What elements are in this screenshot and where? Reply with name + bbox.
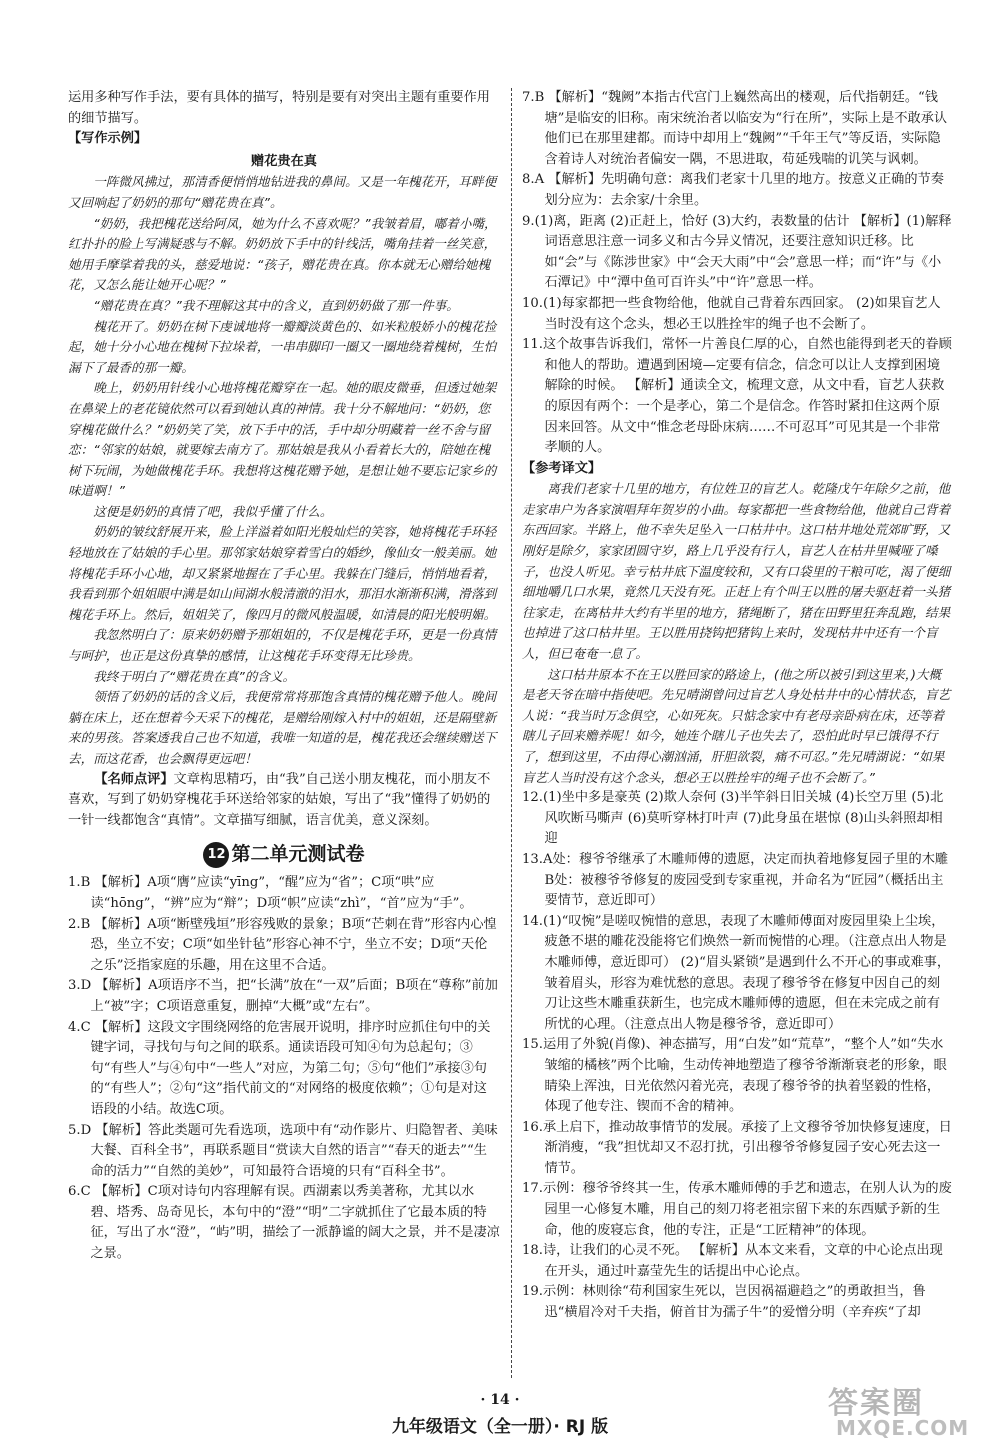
essay-paragraph: 领悟了奶奶的话的含义后，我便常常将那饱含真情的槐花赠予他人。晚间躺在床上，还在想着今天采下的槐花，是赠给刚嫁入村中的姐姐，还是隔壁新来的男孩。答案透我自己也不知道，我唯一知道的是，槐花我还会继续赠送下去，而这花香，也会飘得更远吧！ <box>68 689 497 766</box>
teacher-comment <box>68 770 500 832</box>
left-column <box>68 88 500 1265</box>
essay-paragraph: “赠花贵在真？”我不理解这其中的含义，直到奶奶做了那一件事。 <box>93 297 459 313</box>
essay-paragraph: “奶奶，我把槐花送给阿凤，她为什么不喜欢呢？”我皱着眉，嘟着小嘴，红扑扑的脸上写满疑惑与不解。奶奶放下手中的针线活，嘴角挂着一丝笑意，她用手摩挲着我的头，慈爱地说：“孩子，赠花贵在真。你本就无心赠给她槐花，又怎么能让她开心呢？” <box>68 215 497 293</box>
answer-item: 10.(1)每家都把一些食物给他，他就自己背着东西回家。 (2)如果盲艺人当时没有这个念头，想必王以胜拴牢的绳子也不会断了。 <box>522 295 941 332</box>
section-heading <box>68 837 500 871</box>
watermark-text: 答案圈 <box>828 1386 924 1421</box>
answer-item: 18.诗，让我们的心灵不死。 【解析】从本文来看，文章的中心论点出现在开头，通过叶嘉莹先生的话提出中心论点。 <box>522 1243 943 1279</box>
watermark-logo <box>828 1378 988 1442</box>
writing-guide-text: 运用多种写作手法，要有具体的描写，特别是要有对突出主题有重要作用的细节描写。 <box>68 90 490 126</box>
answer-item: 4.C 【解析】这段文字围绕网络的危害展开说明，排序时应抓住句中的关键字词，寻找句与句之间的联系。通读语段可知④句为总起句；③句“有些人”与④句中“一些人”对应，为第二句；⑤句“他们”承接③句的“有些人”；②句“这”指代前文的“对网络的极度依赖”；①句是对这语段的小结。故选C项。 <box>68 1019 491 1117</box>
watermark-url: MXQE.COM <box>836 1416 970 1440</box>
essay-title: 赠花贵在真 <box>251 153 317 169</box>
essay-paragraph: 晚上，奶奶用针线小心地将槐花瓣穿在一起。她的眼皮微垂，但透过她架在鼻梁上的老花镜依然可以看到她认真的神情。我十分不解地问：“奶奶，您穿槐花做什么？”奶奶笑了笑，放下手中的活，手中却分明藏着一丝不舍与留恋：“邻家的姑娘，就要嫁去南方了。那姑娘是我从小看着长大的，陪她在槐树下玩闹，为她做槐花手环。我想将这槐花赠予她，是想让她不要忘记家乡的味道啊！” <box>68 380 497 499</box>
essay-paragraph: 我忽然明白了：原来奶奶赠予那姐姐的，不仅是槐花手环，更是一份真情与呵护，也正是这份真挚的感情，让这槐花手环变得无比珍贵。 <box>68 627 497 664</box>
essay-body <box>68 172 500 769</box>
answer-item: 1.B 【解析】A项“膺”应读“yīng”，“醒”应为“省”；C项“哄”应读“hōng”，“辨”应为“辩”；D项“帜”应读“zhì”，“首”应为“手”。 <box>68 875 473 911</box>
teacher-comment-text: 文章构思精巧，由“我”自己送小朋友槐花，而小朋友不喜欢，写到了奶奶穿槐花手环送给邻家的姑娘，写出了“我”懂得了奶奶的一针一线都饱含“真情”。文章描写细腻，语言优美，意义深刻。 <box>68 771 491 828</box>
answer-item: 19.示例：林则徐“苟利国家生死以，岂因祸福避趋之”的勇敢担当，鲁迅“横眉冷对千夫指，俯首甘为孺子牛”的爱憎分明（辛弃疾“了却 <box>522 1284 926 1321</box>
answer-item: 15.运用了外貌(肖像)、神态描写，用“白发”如“荒草”，“整个人”如“失水皱缩的橘核”两个比喻，生动传神地塑造了穆爷爷渐渐衰老的形象，眼睛染上浑浊，日光依然闪着光亮，表现了穆爷爷的执着坚毅的性格，体现了他专注、锲而不舍的精神。 <box>522 1037 947 1115</box>
reference-translation <box>522 479 952 788</box>
translation-paragraph: 离我们老家十几里的地方，有位姓卫的盲艺人。乾隆戊午年除夕之前，他走家串户为各家演唱拜年贺岁的小曲。每家都把一些食物给他，他就自己背着东西回家。半路上，他不幸失足坠入一口枯井中。这口枯井地处荒郊旷野，又刚好是除夕，家家团圆守岁，路上几乎没有行人，盲艺人在枯井里喊哑了嗓子，也没人听见。幸亏枯井底下温度较和，又有口袋里的干粮可吃，渴了便细细地嚼几口水果，竟然几天没有死。正赶上有个叫王以胜的屠夫驱赶着一头猪往家走，在离枯井大约有半里的地方，猪绳断了，猪在田野里狂奔乱跑，结果也掉进了这口枯井里。王以胜用挠钩把猪钩上来时，发现枯井中还有一个盲人，但已奄奄一息了。 <box>522 481 951 662</box>
answer-item: 14.(1)“叹惋”是嗟叹惋惜的意思，表现了木雕师傅面对废园里染上尘埃，疲惫不堪的雕花没能将它们焕然一新而惋惜的心理。（注意点出人物是木雕师傅，意近即可） (2)“眉头紧锁”是遇到什么不开心的事或难事，皱着眉头，形容为难忧愁的意思。表现了穆爷爷在修复中因自己的刻刀让这些木雕重获新生，也完成木雕师傅的遗愿，但在未完成之前有所忧的心理。（注意点出人物是穆爷爷，意近即可） <box>522 913 951 1032</box>
right-column <box>522 88 952 1324</box>
answer-item: 17.示例：穆爷爷终其一生，传承木雕师傅的手艺和遗志，在别人认为的废园里一心修复木雕，用自己的刻刀将老祖宗留下来的东西赋予新的生命，他的废寝忘食，他的专注，正是“工匠精神”的体现。 <box>522 1181 952 1238</box>
book-title: 九年级语文（全一册）· RJ 版 <box>391 1417 609 1437</box>
answer-item: 12.(1)坐中多是豪英 (2)欺人奈何 (3)半竿斜日旧关城 (4)长空万里 (5)北风吹断马嘶声 (6)莫听穿林打叶声 (7)此身虽在堪惊 (8)山头斜照却相迎 <box>522 790 944 847</box>
answer-item: 3.D 【解析】A项语序不当，把“长满”放在“一双”后面；B项在“尊称”前加上“被”字；C项语意重复，删掉“大概”或“左右”。 <box>68 978 498 1014</box>
reference-translation-label: 【参考译文】 <box>522 460 602 476</box>
column-divider <box>511 88 512 1378</box>
answer-item: 7.B 【解析】“魏阙”本指古代宫门上巍然高出的楼观，后代指朝廷。“钱塘”是临安的旧称。南宋统治者以临安为“行在所”，实际上是不敢承认他们已在那里建都。而诗中却用上“魏阙”“千年王气”等反语，实际隐含着诗人对统治者偏安一隅，不思进取，苟延残喘的讥笑与讽刺。 <box>522 90 948 167</box>
essay-paragraph: 我终于明白了“赠花贵在真”的含义。 <box>93 668 296 684</box>
essay-paragraph: 这便是奶奶的真情了吧，我似乎懂了什么。 <box>93 503 333 519</box>
answer-item: 2.B 【解析】A项“断壁残垣”形容残败的景象；B项“芒刺在背”形容内心惶恐，坐立不安；C项“如坐针毡”形容心神不宁，坐立不安；D项“天伦之乐”泛指家庭的乐趣，用在这里不合适。 <box>68 916 497 973</box>
answer-item: 13.A处：穆爷爷继承了木雕师傅的遗愿，决定而执着地修复园子里的木雕 B处：被穆爷爷修复的废园受到专家重视，并命名为“匠园”（概括出主要情节，意近即可） <box>522 851 949 909</box>
writing-sample-label: 【写作示例】 <box>68 131 148 147</box>
answer-item: 11.这个故事告诉我们，常怀一片善良仁厚的心，自然也能得到老天的眷顾和他人的帮助。遭遇到困境—定要有信念，信念可以让人支撑到困境解除的时候。 【解析】通读全文，梳理文意，从文中看，盲艺人获救的原因有两个：一个是孝心，第二个是信念。作答时紧扣住这两个原因来回答。从文中“惟念老母卧床病……不可忍耳”可见其是一个非常孝顺的人。 <box>522 337 952 456</box>
translation-paragraph: 这口枯井原本不在王以胜回家的路途上，(他之所以被引到这里来，)大概是老天爷在暗中指使吧。先兄晴湖曾问过盲艺人身处枯井中的心情状态，盲艺人说：“我当时万念俱空，心如死灰。只惦念家中有老母亲卧病在床，还等着瞎儿子回来赡养呢！如今，她连个瞎儿子也失去了，恐怕此时早已饿得不行了，想到这里，不由得心潮汹涌，肝胆欲裂，痛不可忍。”先兄晴湖说：“如果盲艺人当时没有这个念头，想必王以胜拴牢的绳子也不会断了。” <box>522 666 951 785</box>
section-number-badge: 12 <box>203 842 229 868</box>
answer-item: 6.C 【解析】C项对诗句内容理解有误。西湖素以秀美著称，尤其以水碧、塔秀、岛奇见长，本句中的“澄”“明”二字就抓住了它最本质的特征，写出了水“澄”，“屿”明，描绘了一派静谧的阔大之景，并不是凄凉之景。 <box>68 1184 500 1262</box>
essay-paragraph: 槐花开了。奶奶在树下虔诚地将一瓣瓣淡黄色的、如米粒般娇小的槐花捡起，她十分小心地在槐树下拉垛着，一串串脚印一圈又一圈地绕着槐树，生怕漏下了最香的那一瓣。 <box>68 318 497 375</box>
answer-item: 5.D 【解析】答此类题可先看选项，选项中有“动作影片、归隐智者、美味大餐、百科全书”，再联系题目“赏读大自然的语言”“春天的逝去”“生命的活力”“自然的美妙”，可知最符合语境的只有“百科全书”。 <box>68 1122 498 1179</box>
essay-paragraph: 一阵微风拂过，那清香便悄悄地钻进我的鼻间。又是一年槐花开，耳畔便又回响起了奶奶的那句“赠花贵在真”。 <box>68 174 497 210</box>
answer-item: 9.(1)离，距离 (2)正赶上，恰好 (3)大约，表数量的估计 【解析】(1)解释词语意思注意一词多义和古今异义情况，还要注意知识迁移。比如“会”与《陈涉世家》中“会天大雨”中“会”意思一样；而“许”与《小石潭记》中“潭中鱼可百许头”中“许”意思一样。 <box>522 213 952 291</box>
page-number: · 14 · <box>480 1392 520 1408</box>
teacher-comment-label: 【名师点评】 <box>94 771 174 787</box>
answer-item: 8.A 【解析】先明确句意：离我们老家十几里的地方。按意义正确的节奏划分应为：去余家/十余里。 <box>522 172 944 208</box>
section-title: 第二单元测试卷 <box>231 843 365 866</box>
answer-item: 16.承上启下，推动故事情节的发展。承接了上文穆爷爷加快修复速度，日渐消瘦，“我”担忧却又不忍打扰，引出穆爷爷修复园子安心死去这一情节。 <box>522 1119 952 1176</box>
essay-paragraph: 奶奶的皱纹舒展开来，脸上洋溢着如阳光般灿烂的笑容，她将槐花手环轻轻地放在了姑娘的手心里。那邻家姑娘穿着雪白的婚纱，像仙女一般美丽。她将槐花手环小心地，却又紧紧地握在了手心里。我躲在门缝后，悄悄地看着，我看到那个姐姐眼中满是如山间湖水般清澈的泪水，那泪水渐渐积满，滑落到槐花手环上。然后，姐姐笑了，像四月的微风般温暖，如清晨的阳光般明媚。 <box>68 524 497 622</box>
